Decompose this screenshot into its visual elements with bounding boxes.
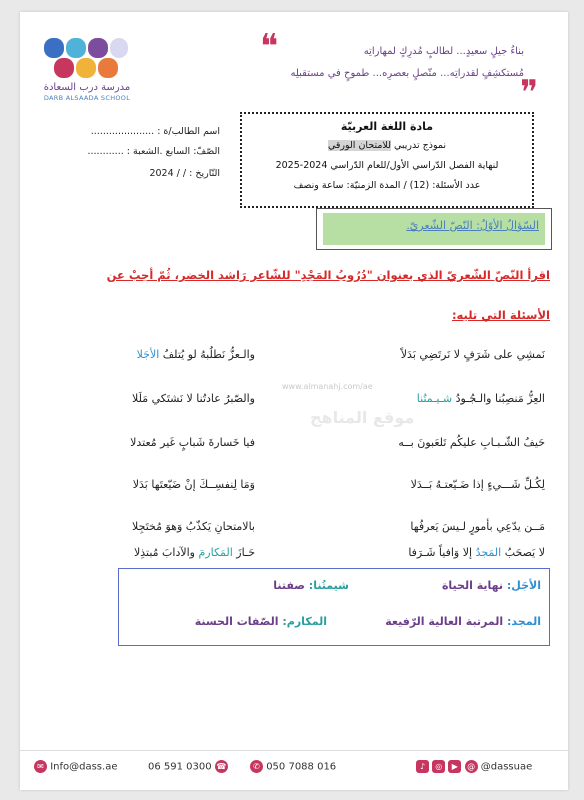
term-line: لنهاية الفصل الدّراسي الأول/للعام الدّراسي 2024-2025: [275, 160, 499, 171]
verse-4-left: وَمَا لِنفسِــكَ إنْ ضَيّعتَها بَدَلا: [132, 478, 255, 491]
verse-6-left-post: والآدابَ مُبتذِلا: [133, 546, 199, 559]
instruction-continued: الأسئلة التي تليه:: [451, 308, 550, 322]
footer-social[interactable]: [416, 760, 532, 773]
verse-1-right: نَمشِي على شَرَفٍ لا نَرتَضِي بَدَلاً: [400, 348, 545, 361]
verse-2-right: [330, 392, 545, 405]
verse-4-right: لِكُـلِّ شَـــيءٍ إذا ضَـيّعتـهُ بَــدَلا: [410, 478, 545, 491]
vocabulary-box: [118, 568, 550, 646]
model-prefix: نموذج تدريبي: [390, 140, 447, 151]
footer-phone[interactable]: [148, 760, 228, 773]
vocab-4-term: المكارم:: [282, 615, 327, 628]
vocab-4: [195, 615, 327, 628]
school-name-en: DARB ALSAADA SCHOOL: [43, 94, 131, 102]
model-line: [242, 140, 532, 151]
footer-social-text: @dassuae: [480, 761, 533, 773]
verse-5-left: بالامتحانِ يَكذّبُ وَهوَ مُختَجِلا: [132, 520, 255, 533]
vocab-3: [385, 615, 541, 628]
exam-page: [20, 12, 568, 790]
model-highlight: للامتحان الورقي: [327, 140, 391, 151]
vocab-1-meaning: نهاية الحياة: [441, 579, 504, 592]
grade-field: الصّفّ: السابع .الشعبة : ............: [87, 146, 220, 157]
date-field: التّاريخ : / / 2024: [149, 168, 220, 179]
footer-mobile[interactable]: [250, 760, 336, 773]
quote-open-icon: ❝: [260, 27, 279, 67]
verse-1-left-highlight: الأجَلا: [136, 348, 160, 361]
slogan-line-2: مُستكشِفٍ لقدراتِه... متّصلٍ بعصرِه... طموحٍ في مستقبلِه: [290, 68, 524, 79]
quote-close-icon: ❞: [520, 73, 539, 113]
school-logo: [40, 34, 132, 80]
vocab-4-meaning: الصّفات الحسنة: [194, 615, 279, 628]
footer-email[interactable]: [34, 760, 117, 773]
vocab-3-term: المجد:: [507, 615, 541, 628]
email-icon: ✉: [34, 760, 47, 773]
watermark-brand: موقع المناهج: [310, 408, 415, 427]
vocab-2-meaning: صفتنا: [273, 579, 305, 592]
verse-6-right-pre: لا يَصحَبُ: [501, 546, 545, 559]
instruction: اقرأ النّصّ الشّعريّ الذي بعنوان "دُرُوبُ المَجْدِ" للشّاعر رَاشد الخضر، ثُمّ أجبْ عن: [106, 268, 550, 282]
slogan-line-1: بناءُ جيلٍ سعيدٍ... لطالبٍ مُدرِكٍ لمهاراتِه: [363, 46, 524, 57]
whatsapp-icon: ✆: [250, 760, 263, 773]
verse-6-left-pre: حَـازَ: [232, 546, 255, 559]
footer-divider: [20, 750, 568, 751]
watermark-url: www.almanahj.com/ae: [282, 382, 373, 391]
verse-6-left: [40, 546, 255, 559]
at-icon: @: [465, 760, 478, 773]
school-name-ar: مدرسة درب السعادة: [43, 82, 131, 93]
vocab-2: [273, 579, 349, 592]
instagram-icon: ◎: [432, 760, 445, 773]
subject-box: [240, 112, 534, 208]
question-heading: السّؤالُ الأوّلُ: النّصّ الشّعريّ.: [406, 219, 539, 232]
vocab-1-term: الأجَل:: [506, 579, 541, 592]
student-name-field: اسم الطالب/ة : .....................: [90, 126, 220, 137]
verse-6-right: [330, 546, 545, 559]
youtube-icon: ▶: [448, 760, 461, 773]
verse-1-left-text: والـعزُّ نَطلُبهُ لو يُتلفُ: [159, 348, 255, 361]
footer-mobile-text: 050 7088 016: [266, 761, 337, 773]
verse-5-right: مَــن يدّعِي بأمورٍ لـيسَ يَعرفُها: [410, 520, 545, 533]
footer-email-text: Info@dass.ae: [50, 761, 118, 773]
footer-phone-text: 06 591 0300: [148, 761, 212, 773]
verse-3-right: حَيفُ الشّـبـابِ عليكُم تَلعَبونَ بــه: [398, 436, 545, 449]
verse-2-right-highlight: شـيـمتُنا: [416, 392, 453, 405]
tiktok-icon: ♪: [416, 760, 429, 773]
verse-3-left: فيا خَسارةَ شَبابٍ غَير مُعتدلا: [130, 436, 255, 449]
verse-6-right-post: إلا وَافياً شَـرَفا: [408, 546, 476, 559]
details-line: عدد الأسئلة: (12) / المدة الزمنيّة: ساعة ونصف: [293, 180, 481, 191]
vocab-1: [442, 579, 541, 592]
verse-2-right-text: العِزُّ مَنصِبُنا والـجُـودُ: [452, 392, 545, 405]
question-heading-box: [316, 208, 552, 250]
subject-title: مادة اللغة العربيّة: [340, 120, 434, 133]
question-heading-fill: [323, 213, 545, 245]
verse-1-left: [40, 348, 255, 361]
phone-icon: ☎: [216, 762, 227, 771]
verse-6-left-highlight: المَكارمَ: [198, 546, 233, 559]
verse-2-left: والصّبرُ عادتُنا لا نَشتَكي مَلَلا: [132, 392, 255, 405]
vocab-2-term: شيمتُنا:: [308, 579, 349, 592]
verse-6-right-highlight: المَجدُ: [475, 546, 502, 559]
vocab-3-meaning: المرتبة العالية الرّفيعة: [385, 615, 504, 628]
